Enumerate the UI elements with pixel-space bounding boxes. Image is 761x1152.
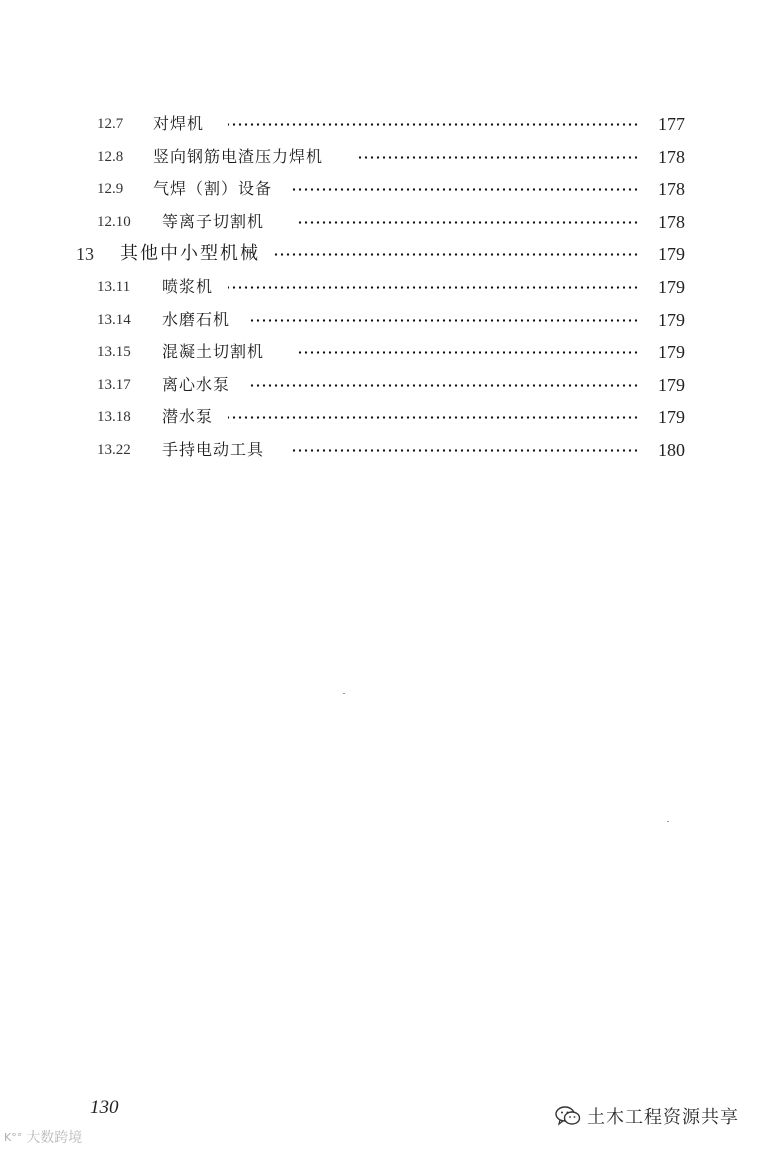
scan-speck — [343, 693, 345, 694]
toc-entry — [0, 174, 761, 204]
toc-entry-page: 179 — [658, 244, 685, 264]
toc-entry-number: 13.11 — [97, 279, 131, 295]
toc-dot-leader — [358, 156, 639, 159]
toc-entry-title: 喷浆机 — [162, 277, 214, 296]
toc-entry-title: 等离子切割机 — [162, 212, 265, 231]
toc-entry-title: 竖向钢筋电渣压力焊机 — [153, 147, 324, 166]
toc-chapter-title: 其他中小型机械 — [120, 243, 260, 264]
toc-entry-title: 潜水泵 — [162, 407, 214, 426]
toc-dot-leader — [296, 351, 639, 354]
toc-entry — [0, 142, 761, 172]
toc-entry-page: 179 — [658, 310, 685, 330]
toc-entry-title: 混凝土切割机 — [162, 342, 265, 361]
toc-entry — [0, 337, 761, 367]
toc-entry-title: 手持电动工具 — [162, 440, 265, 459]
toc-entry — [0, 207, 761, 237]
toc-entry-page: 179 — [658, 277, 685, 297]
toc-entry-page: 179 — [658, 342, 685, 362]
toc-entry — [0, 370, 761, 400]
toc-entry-number: 12.9 — [97, 181, 124, 197]
toc-chapter-entry — [0, 239, 761, 269]
toc-entry-page: 180 — [658, 440, 685, 460]
toc-chapter-number: 13 — [76, 244, 94, 264]
toc-dot-leader — [292, 449, 639, 452]
toc-entry — [0, 435, 761, 465]
wechat-icon — [555, 1105, 581, 1127]
toc-entry-page: 177 — [658, 114, 685, 134]
toc-entry-number: 12.10 — [97, 214, 131, 230]
toc-dot-leader — [228, 123, 639, 126]
toc-dot-leader — [248, 384, 639, 387]
watermark-left — [4, 1126, 82, 1148]
toc-entry-number: 13.15 — [97, 344, 131, 360]
toc-entry-page: 178 — [658, 179, 685, 199]
toc-dot-leader — [228, 416, 639, 419]
toc-entry — [0, 272, 761, 302]
toc-entry-number: 12.8 — [97, 149, 124, 165]
toc-dot-leader — [292, 188, 639, 191]
toc-dot-leader — [296, 221, 639, 224]
page-number: 130 — [90, 1097, 119, 1118]
watermark-right — [555, 1103, 739, 1129]
toc-entry-page: 179 — [658, 375, 685, 395]
toc-entry-title: 对焊机 — [153, 114, 205, 133]
toc-entry-title: 离心水泵 — [162, 375, 231, 394]
toc-entry-title: 水磨石机 — [162, 310, 231, 329]
toc-entry-number: 13.22 — [97, 442, 131, 458]
toc-entry-number: 12.7 — [97, 116, 124, 132]
watermark-right-text: 土木工程资源共享 — [587, 1107, 739, 1128]
toc-entry — [0, 305, 761, 335]
toc-entry-page: 178 — [658, 147, 685, 167]
toc-entry — [0, 109, 761, 139]
toc-dot-leader — [272, 253, 639, 256]
toc-entry-number: 13.17 — [97, 377, 131, 393]
toc-entry-page: 178 — [658, 212, 685, 232]
watermark-left-text: 大数跨境 — [26, 1130, 83, 1146]
toc-dot-leader — [248, 319, 639, 322]
toc-entry-number: 13.14 — [97, 312, 131, 328]
toc-entry-number: 13.18 — [97, 409, 131, 425]
toc-entry-page: 179 — [658, 407, 685, 427]
watermark-logo-icon: K°° — [4, 1130, 23, 1144]
toc-entry — [0, 402, 761, 432]
toc-dot-leader — [228, 286, 639, 289]
toc-entry-title: 气焊（割）设备 — [153, 179, 273, 198]
scan-speck — [667, 821, 669, 822]
table-of-contents — [0, 0, 761, 480]
